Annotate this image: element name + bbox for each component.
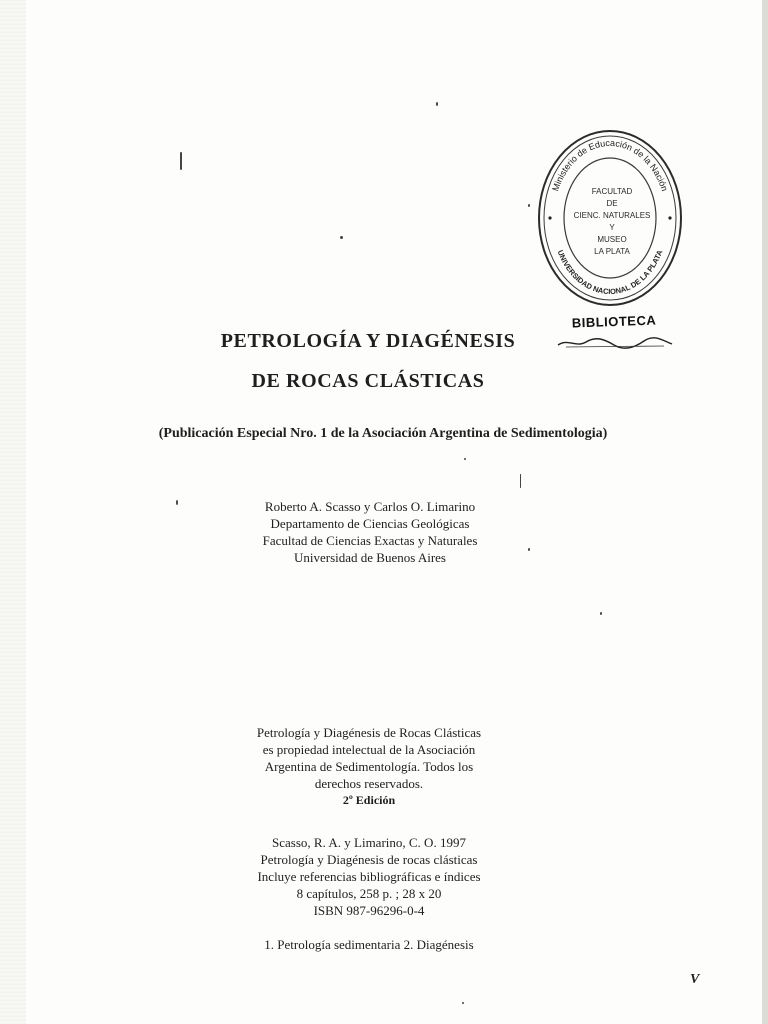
scan-speck (464, 458, 466, 460)
stamp-line: MUSEO (597, 235, 627, 244)
subject-headings (196, 936, 542, 953)
scan-speck (600, 612, 602, 615)
citation-line: 8 capítulos, 258 p. ; 28 x 20 (296, 886, 442, 901)
scan-speck (520, 474, 521, 488)
scan-speck (176, 500, 178, 505)
rights-line: es propiedad intelectual de la Asociación (262, 742, 476, 757)
stamp-ring-bottom: UNIVERSIDAD NACIONAL DE LA PLATA (555, 248, 665, 297)
scan-speck (436, 102, 438, 106)
book-title-line-1: PETROLOGÍA Y DIAGÉNESIS (220, 330, 516, 352)
scan-speck (180, 152, 182, 170)
scan-left-edge (0, 0, 26, 1024)
book-title-line-2: DE ROCAS CLÁSTICAS (251, 370, 485, 392)
rights-line: Petrología y Diagénesis de Rocas Clásticas (256, 725, 482, 740)
stamp-line: Y (609, 223, 615, 232)
rights-block (196, 724, 542, 809)
rights-line: derechos reservados. (314, 776, 424, 791)
scan-speck (462, 1002, 464, 1004)
stamp-line: CIENC. NATURALES (573, 211, 651, 220)
catalog-citation-block (196, 834, 542, 919)
authors-block (200, 498, 540, 566)
page-number: V (690, 972, 700, 987)
citation-line: Incluye referencias bibliográficas e índices (257, 869, 481, 884)
authors-university: Universidad de Buenos Aires (293, 550, 446, 565)
subjects-line: 1. Petrología sedimentaria 2. Diagénesis (264, 937, 474, 952)
citation-line: Petrología y Diagénesis de rocas clásticas (260, 852, 478, 867)
authors-faculty: Facultad de Ciencias Exactas y Naturales (262, 533, 478, 548)
scan-speck (528, 204, 530, 207)
stamp-center-text (562, 186, 662, 258)
scan-right-edge (762, 0, 768, 1024)
scan-speck (528, 548, 530, 551)
rights-line: Argentina de Sedimentología. Todos los (264, 759, 474, 774)
stamp-line: LA PLATA (594, 247, 630, 256)
citation-isbn: ISBN 987-96296-0-4 (313, 903, 425, 918)
stamp-biblioteca-label: BIBLIOTECA (571, 312, 657, 331)
scan-speck (340, 236, 343, 239)
stamp-line: FACULTAD (591, 187, 633, 196)
stamp-line: DE (606, 199, 618, 208)
authors-names: Roberto A. Scasso y Carlos O. Limarino (264, 499, 476, 514)
edition-label: 2º Edición (342, 793, 396, 807)
publication-note: (Publicación Especial Nro. 1 de la Asociación Argentina de Sedimentologia) (158, 426, 608, 441)
stamp-ring-top: Ministerio de Educación de la Nación (550, 137, 670, 193)
authors-department: Departamento de Ciencias Geológicas (270, 516, 470, 531)
stamp-signature (556, 336, 674, 350)
citation-line: Scasso, R. A. y Limarino, C. O. 1997 (272, 835, 466, 850)
svg-text:Ministerio de Educación de la (550, 138, 670, 192)
